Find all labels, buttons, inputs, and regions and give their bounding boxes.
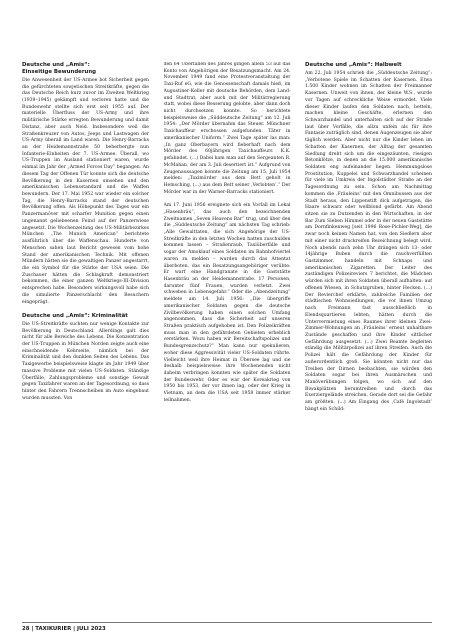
section-heading-bewunderung [22, 62, 149, 76]
paragraph: Die Anwesenheit der US-Armee bot Sicherheit gegen die gefürchteten sowjetischen Streitkräfte, gegen die das Deutsche Reich kurz zuvor im Zweiten Weltkrieg (1939–1945) gekämpft und verloren hatte und die Bundeswehr stellte sich erst seit 1955 auf. Der materielle Überfluss der US-Army und ihre militärische Stärke erregten Bewunderung und damit Distanz, aber auch Neid. Insbesondere weil die Straßenkreuzer von Autos, Jeeps und Lastwagen der US-Army überall im Land waren. Die Henry-Barracks an der Heidemannstraße 50 beherbergte nun Infanterie-Einheiten der 7. US-Armee. Überall, wo US-Truppen im Ausland stationiert waren, wurde einmal im Jahr der „Armed Forces Day“ begangen. An diesem Tag der Offenen Tür konnte sich die deutsche Bevölkerung in den Kasernen umsehen und den amerikanischen Lebensstandard und die Waffen bewundern. Der 17. Mai 1952 war wieder ein solcher Tag, die Henry-Barracks stand der deutschen Bevölkerung offen. Als Höhepunkt des Tages war ein Panzermanöver mit scharfer Munition gegen einen ungenannt geliebeenen Feind auf der Panzerwiese angesetzt. Die Wochenzeitung des US-Militärbezirkes München „The Munich American“ berichtete ausführlich über die Waffenschau. Hunderte von Menschen sahen laut Bericht gewesen vom hohe Stand der amerikanischen Technik. Mit offenen Mündern hätten sie die gewaltigen Panzer angestarrt, die ein Symbol für die Stärke der USA seien. Die Zuschauer hätten die Schlagkraft demonstriert bekommen, die einer ganzen Weltkriegs-III-Division entsprechen habe. Besonders wirkungsvoll habe sich die simulierte Panzerschlacht den Besuchern eingeprägt. [22, 77, 149, 305]
section-heading-kriminalitaet: Deutsche und „Amis“: Kriminalität [22, 312, 128, 319]
section-heading-halbwelt: Deutsche und „Amis“: Halbwelt [305, 62, 402, 68]
column-2 [164, 62, 291, 618]
paragraph: Am 17. Juni 1956 ereignete sich ein Vorfall im Lokal „Hasenbräu“, das auch den bezeichnenden Zweitnamen „Seven Heavens Bar“ trug, und über den die „Süddeutsche Zeitung“ am nächsten Tag schrieb: „Alle Gewalttaten, die sich Angehörige der US-Streitkräfte in den letzten Wochen hatten zuschulden kommen lassen – Straßenraub, Taxiüberfälle und sogar der Amoklauf eines Soldaten im Bahnhofviertel waren zu melden – wurden durch das Attentat überboten, das ein Besatzungsangehöriger verübte: Er warf eine Handgranate in die Gaststätte Hasenbräu an der Heidemannstraße. 17 Personen, darunter fünf Frauen, wurden verletzt. Zwei schweben in Lebensgefahr.“ Oder die „Abendzeitung“ meldete am 14. Juli 1956: „Die übergriffe amerikanischer Soldaten gegen die deutsche Zivilbevölkerung haben einen solchen Umfang angenommen, dass die Sicherheit auf unseren Straßen praktisch aufgehoben ist. Den Polizeikräften muss man in den gefährdeten Gebieten erheblich verstärken. Wozu haben wir Bereitschaftspolizei und Bundesgrenzschutz?“ Man kann nur spekulieren, woher diese Aggressivität vieler US-Soldaten rührte. Vielleicht weil ihre Heimat in Übersee lag und sie deshalb beispielsweise ihre Wochenenden nicht daheim verbringen konnten wie später die Soldaten der Bundeswehr. Oder es war der Koreakrieg von 1950 bis 1953, der vor ihnen lag, oder der Krieg in Vietnam, an dem die USA seit 1958 immer stärker teilnahmen. [163, 203, 291, 403]
paragraph: Am 22. Juli 1954 schrieb die „Süddeutsche Zeitung“: „Verbotene Spiele im Schatten der Kasernen. Etwa 1.500 Kinder wohnen im Schatten der Freimanner Kasernen. Unweit von ihnen, der kleine W.S., wurde vor Tagen auf schreckliche Weise ermordet. Viele dieser Kinder laufen den Soldaten nach, betteln, machen kleine Geschäfte, erlernen den Schwarzhandel und unterhalten sich auf der Straße laut über Vorfälle, die allzu unfein als für ihre Fantasie zuträglich sind, denen Augenzeugen sie aber täglich werden. Aber nicht nur die Kinder leben im Schatten der Kasernen, der Alltag der gesamten Siedlung dreht sich um die eingezäunten, riesigen Betonklötze, in denen an die 15.000 amerikanische Soldaten eng aufeinander liegen. Hemmungslose Prostitution, Kuppelei und Schwarzhandel scheinen für viele im Umkreis der Ingolstädter Straße an der Tagesordnung zu sein. Schon am Nachmittag kommen die ‚Fräuleins‘ mit den Omnibussen aus der Stadt heraus, den Lippenstift dick aufgetragen, die Haare schwarz oder wellblond gefärbt. Am Abend sitzen sie zu Dutzenden in den Wirtschaften, in der Bar Zum Sieben Himmel oder in der neuen Gaststätte am Dornfinkenweg [seit 1996 Rose-Pichler-Weg], die zwar noch keinen Namen hat, von den Siedlern aber mit einer nicht druckreifen Bezeichnung belegt wird. Noch abends nach zehn Uhr drängen sich 13- oder 14jährige Buben durch die rauchverfüllten Gastzimmer, handeln mit Schnaps und amerikanischen Zigaretten. Der Leiter des zuständigen Polizeireviers 7 berichtet, die Mädchen würden sich mit ihren Soldaten überall aufhalten: auf offenen Wiesen, in Schutzgruben, hinter Hecken. (...) Der Revierchef erklärte, zahlreiche Familien der städtischen Wohnsiedlungen, die vor ihnen Umzug nach Freimann fast ausschließlich in Elendsquartieren lebten, hätten durch die Untervermietung eines Raumes ihrer kleinen Zwei-Zimmer-Wohnungen an ‚Fräuleins‘ erneut unhaltbare Zustände geschaffen und ihre Kinder sittlicher Gefährdung ausgesetzt. (...) Zwei Beamte begleiten ständig die Militärpolizei auf ihren Streifen. Auch die Polizei hält die Gefährdung der Kinder für außerordentlich groß. Sie könnten nicht nur das Treiben der Dirnen beobachten, sie würden den Soldaten sogar bei ihren Ausmärschen und Manöverübungen folgen, wo sich auf den Biwakplätzen herumtreiben und durch das Exerziergelände streichen. Gerade dort sei die Gefahr am größten. (...) Am Eingang des ‚Café Ingolstadt‘ hängt ein Schild: [305, 70, 432, 412]
paragraph: den 64 Überfällen des Jahres gingen allein 53 auf das Konto von Angehörigen der Besatzungsmacht. Am 24. November 1949 fand eine Protestveranstaltung der Taxi-Ruf eG, wie die Genossenschaft damals hieß, im Augustiner-Keller mit deutsche Behörden, dem Land- und Stadtrat, aber auch mit der Militärregierung statt, wobei diese Besserung gelobte, aber dann doch nicht durchsetzen konnte. So berichtete beispielsweise die „Süddeutsche Zeitung“ am 12. Juli 1954: „Der Mörder übernahm das Steuer. Münchner Taxichauffeur erschossen aufgefunden. Täter in amerikanischer Uniform.“ Zwei Tage später las man: „In ganz Oberbayern wird fieberhaft nach dem Mörder des 60jährigen Taxichauffeurs K.K. gefahndet. (...) Dabei kam man auf den Sergeanten R. McMahan, der am 3. Juli desertiert ist.“ Aufgrund von Zeugenaussagen konnte die Zeitung am 15. Juli 1954 melden: „Taximörder aus dem Bett geholt in Hemsching, (...) aus dem Bett seiner ‚Verlobten‘.“ Der Mörder war in der Warner-Barracks stationiert. [163, 62, 291, 195]
issue-date: JULI 2023 [77, 626, 106, 632]
page-footer [22, 622, 432, 632]
footer-left: 28 | TAXIKURIER | JULI 2023 [22, 626, 106, 632]
heading-line-1: Deutsche und „Amis“: [22, 62, 90, 68]
article-columns [22, 62, 432, 618]
heading-line-2: Einseitige Bewunderung [22, 68, 97, 75]
magazine-name: TAXIKURIER [35, 626, 72, 632]
page-number: 28 [22, 626, 30, 632]
paragraph: Die US-Streitkräfte suchten nur wenige Kontakte zur Bevölkerung in Deutschland. Allerdings galt dies nicht für alle Bereiche des Lebens. Die Konzentration der US-Truppen in München Norden zeigte auch eine einschneidende Kehrseite, nämlich bei der Kriminalität und den dunklen Seiten des Lebens. Das Taxigewerbe beispielsweise klagte im Jahr 1949 über massive Probleme mit vielen US-Soldaten. Ständige Überfälle, Zahlungsprobleme und sonstige Gewalt gegen Taxifahrer waren an der Tagesordnung, so dass hinter den Fahrern Trennscheiben im Auto eingebaut wurden mussten. Von [22, 321, 149, 401]
column-3 [305, 62, 432, 618]
column-1 [22, 62, 149, 618]
